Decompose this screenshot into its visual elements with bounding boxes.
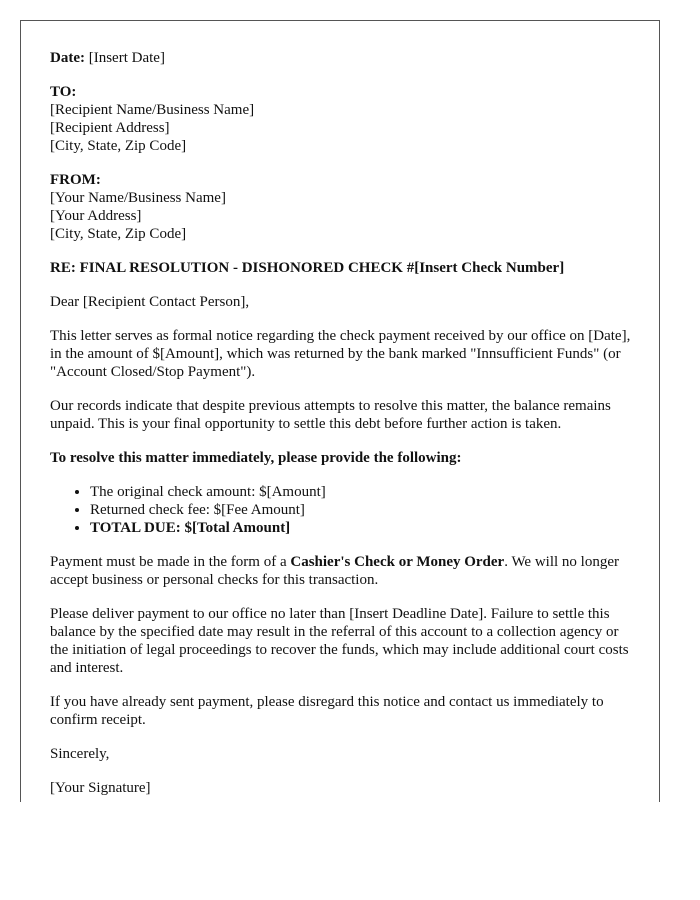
to-label: TO: — [50, 84, 77, 100]
paragraph-deadline: Please deliver payment to our office no later than [Insert Deadline Date]. Failure to settle this balance by the specified date may result in the referral of this account to a collection agency or the initiation of legal proceedings to recover the funds, which may include additional court costs and interest. — [50, 606, 629, 676]
paragraph-disregard: If you have already sent payment, please disregard this notice and contact us immediately to confirm receipt. — [50, 694, 604, 728]
paragraph-notice: This letter serves as formal notice regarding the check payment received by our office on [Date], in the amount of $[Amount], which was returned by the bank marked "Innsufficient Funds" (or "Account Closed/Stop Payment"). — [50, 328, 631, 380]
payment-text-before: Payment must be made in the form of a — [50, 554, 291, 570]
letter-content — [50, 49, 640, 802]
date-value: [Insert Date] — [84, 50, 165, 66]
from-line-name: [Your Name/Business Name] — [50, 190, 226, 206]
to-line-city: [City, State, Zip Code] — [50, 138, 187, 154]
date-label: Date: — [50, 50, 85, 66]
payment-text-after: . We will no longer accept business or personal checks for this transaction. — [50, 554, 619, 588]
subject-line: RE: FINAL RESOLUTION - DISHONORED CHECK #[Insert Check Number] — [50, 260, 565, 276]
from-block — [50, 171, 640, 243]
paragraph-payment — [50, 553, 640, 589]
from-label: FROM: — [50, 172, 101, 188]
paragraph-records: Our records indicate that despite previous attempts to resolve this matter, the balance remains unpaid. This is your final opportunity to settle this debt before further action is taken. — [50, 398, 611, 432]
signature: [Your Signature] — [50, 780, 151, 796]
to-block — [50, 83, 640, 155]
from-line-address: [Your Address] — [50, 208, 142, 224]
list-item-fee: • Returned check fee: $[Fee Amount] — [90, 501, 640, 519]
letter-page — [20, 20, 660, 802]
to-line-name: [Recipient Name/Business Name] — [50, 102, 255, 118]
date-line — [50, 49, 640, 67]
list-item-total-due: • TOTAL DUE: $[Total Amount] — [90, 519, 640, 537]
resolve-heading: To resolve this matter immediately, please provide the following: — [50, 450, 462, 466]
to-line-address: [Recipient Address] — [50, 120, 170, 136]
payment-method: Cashier's Check or Money Order — [290, 554, 505, 570]
salutation: Dear [Recipient Contact Person], — [50, 294, 250, 310]
list-item-original-amount: • The original check amount: $[Amount] — [90, 483, 640, 501]
closing: Sincerely, — [50, 746, 110, 762]
from-line-city: [City, State, Zip Code] — [50, 226, 187, 242]
amount-list — [50, 483, 640, 537]
